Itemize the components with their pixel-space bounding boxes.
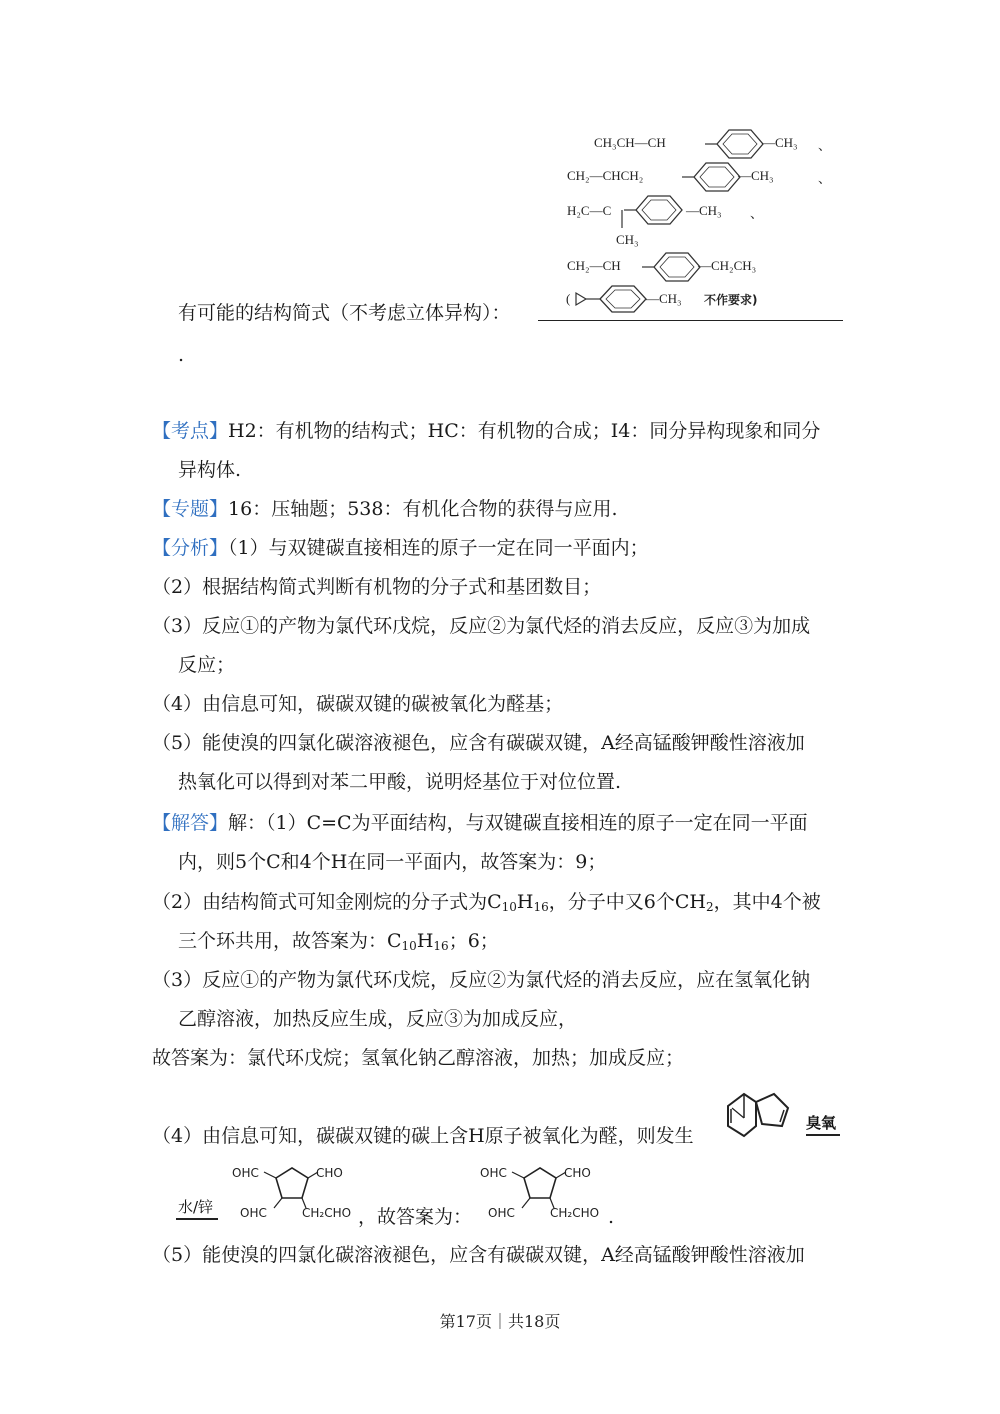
structure-3-left: H₂C—C <box>567 203 612 218</box>
jieda-text-2e: ；6； <box>448 930 499 952</box>
cyclopentane-ring-icon <box>510 1162 570 1214</box>
arrow-reagent-zinc: 水/锌 <box>178 1198 214 1216</box>
structure-3-tail: 、 <box>750 206 764 221</box>
dicyclopentadiene-structure-icon <box>722 1088 802 1143</box>
cho-label: OHC <box>480 1166 507 1180</box>
fenxi-text-4: （4）由信息可知，碳碳双键的碳被氧化为醛基； <box>152 693 564 715</box>
fenxi-text-5b: 热氧化可以得到对苯二甲酸，说明烃基位于对位位置. <box>178 771 622 793</box>
cho-label: CH₂CHO <box>550 1206 600 1220</box>
jieda-text-4c: . <box>608 1206 615 1228</box>
jieda-text-3b: 乙醇溶液，加热反应生成，反应③为加成反应， <box>178 1008 578 1030</box>
cyclopentane-ring-icon <box>262 1162 322 1214</box>
structure-3-right: —CH₃ <box>686 203 722 218</box>
zhuanti-tag: 【专题】 <box>152 498 229 520</box>
jieda-text-2d: 三个环共用，故答案为：C <box>178 930 402 952</box>
formula-sub: 10 <box>501 900 517 914</box>
fenxi-text-1: （1）与双键碳直接相连的原子一定在同一平面内； <box>228 537 649 559</box>
formula-sub: 10 <box>401 939 417 953</box>
fenxi-text-3b: 反应； <box>178 654 236 676</box>
fenxi-text-5: （5）能使溴的四氯化碳溶液褪色，应含有碳碳双键，A经高锰酸钾酸性溶液加 <box>152 732 805 754</box>
structure-1-right: —CH₃ <box>762 135 798 150</box>
structure-2-tail: 、 <box>818 171 832 186</box>
question-prompt: 有可能的结构简式（不考虑立体异构）： <box>178 302 511 324</box>
cho-label: OHC <box>240 1206 267 1220</box>
arrow-reagent-ozone: 臭氧 <box>806 1114 837 1132</box>
formula-h: H <box>416 930 434 952</box>
cho-label: CHO <box>564 1166 591 1180</box>
jieda-line-2d <box>178 927 499 955</box>
jieda-text-5: （5）能使溴的四氯化碳溶液褪色，应含有碳碳双键，A经高锰酸钾酸性溶液加 <box>152 1244 805 1266</box>
structure-2-left: CH₂—CHCH₂ <box>567 168 644 183</box>
jieda-text-1b: 内，则5个C和4个H在同一平面内，故答案为：9； <box>178 851 607 873</box>
jieda-text-3c: 故答案为：氯代环戊烷；氢氧化钠乙醇溶液，加热；加成反应； <box>152 1047 685 1069</box>
kaodian-text-1: H2：有机物的结构式；HC：有机物的合成；I4：同分异构现象和同分 <box>228 420 821 442</box>
formula-sub: 2 <box>705 900 714 914</box>
kaodian-tag: 【考点】 <box>152 420 229 442</box>
jieda-text-4: （4）由信息可知，碳碳双键的碳上含H原子被氧化为醛，则发生 <box>152 1125 694 1147</box>
question-period: . <box>178 344 185 366</box>
structure-5-note: 不作要求) <box>704 293 758 307</box>
fenxi-tag: 【分析】 <box>152 537 229 559</box>
structure-4-left: CH₂—CH <box>567 258 621 273</box>
jieda-tag: 【解答】 <box>152 812 229 834</box>
reaction-arrow-icon <box>176 1218 218 1220</box>
structure-1-left: CH₃CH—CH <box>594 135 666 150</box>
kaodian-text-2: 异构体. <box>178 459 242 481</box>
jieda-text-2b: ，分子中又6个CH <box>548 891 706 913</box>
jieda-text-1: 解：（1）C=C为平面结构，与双键碳直接相连的原子一定在同一平面 <box>228 812 808 834</box>
jieda-text-2c: ，其中4个被 <box>713 891 821 913</box>
cho-label: CHO <box>316 1166 343 1180</box>
jieda-line-1 <box>152 809 808 837</box>
formula-sub: 16 <box>433 939 449 953</box>
structure-5-left: ( <box>566 291 571 306</box>
zhuanti-line <box>152 495 618 523</box>
structure-5-right: —CH₃ <box>646 291 682 306</box>
cho-label: CH₂CHO <box>302 1206 352 1220</box>
fenxi-text-3: （3）反应①的产物为氯代环戊烷，反应②为氯代烃的消去反应，反应③为加成 <box>152 615 811 637</box>
fenxi-text-2: （2）根据结构简式判断有机物的分子式和基团数目； <box>152 576 602 598</box>
reaction-arrow-icon <box>806 1134 840 1136</box>
cho-label: OHC <box>488 1206 515 1220</box>
structure-4-right: —CH₂CH₃ <box>698 258 757 273</box>
zhuanti-text: 16：压轴题；538：有机化合物的获得与应用. <box>228 498 618 520</box>
jieda-text-3: （3）反应①的产物为氯代环戊烷，反应②为氯代烃的消去反应，应在氢氧化钠 <box>152 969 811 991</box>
answer-underline <box>538 320 843 321</box>
cho-label: OHC <box>232 1166 259 1180</box>
formula-sub: 16 <box>533 900 549 914</box>
kaodian-line-1 <box>152 417 820 445</box>
jieda-text-2a: （2）由结构简式可知金刚烷的分子式为C <box>152 891 502 913</box>
formula-h: H <box>516 891 534 913</box>
page-footer: 第17页｜共18页 <box>439 1312 561 1331</box>
jieda-line-2 <box>152 888 821 916</box>
structure-1-tail: 、 <box>818 138 832 153</box>
structure-2-right: —CH₃ <box>738 168 774 183</box>
jieda-text-4b: ，故答案为： <box>358 1206 473 1228</box>
fenxi-line-1 <box>152 534 649 562</box>
structure-3-below: CH₃ <box>616 232 639 247</box>
